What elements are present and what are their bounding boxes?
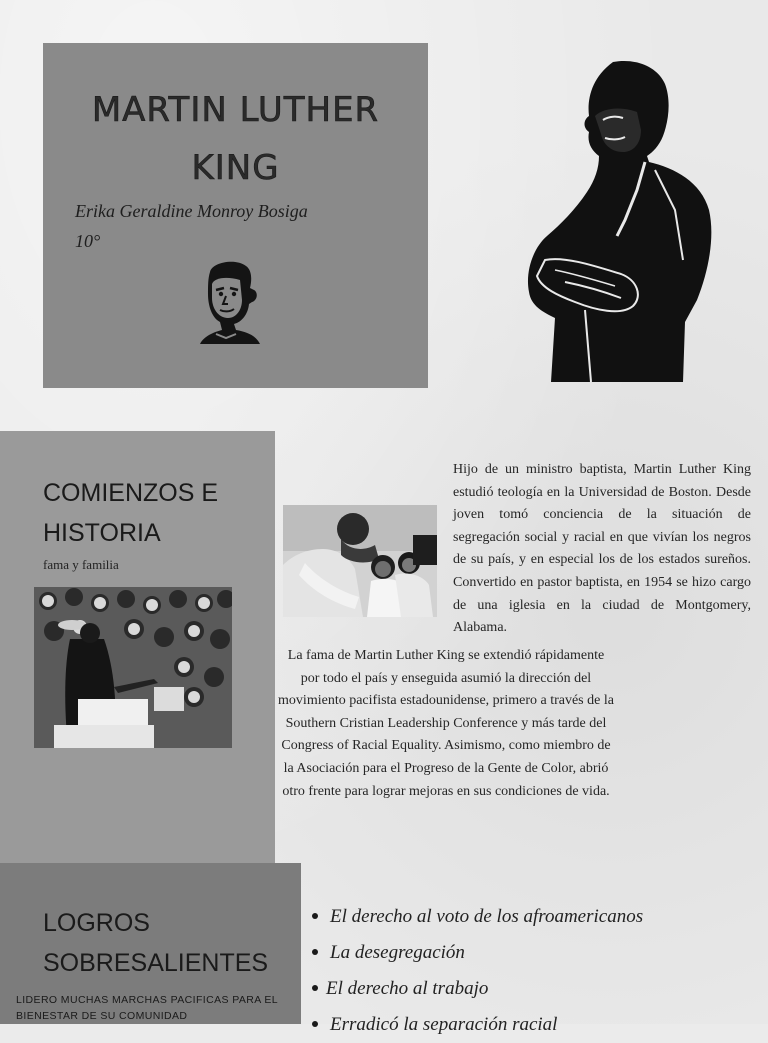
history-section-subtitle: fama y familia (43, 557, 119, 572)
cartoon-portrait-icon (196, 258, 266, 348)
martin-luther-king-silhouette (525, 60, 715, 385)
title-card (43, 43, 428, 388)
achievement-item (312, 1007, 643, 1043)
achievement-item (312, 899, 643, 935)
achievements-section-subtitle: LIDERO MUCHAS MARCHAS PACIFICAS PARA EL BIENESTAR DE SU COMUNIDAD (16, 994, 278, 1022)
achievement-text: El derecho al trabajo (326, 978, 489, 999)
bullet-icon (312, 913, 318, 919)
achievement-item (312, 935, 643, 971)
achievements-list (312, 899, 643, 1043)
achievement-text: El derecho al voto de los afroamericanos (330, 906, 644, 927)
achievement-item (312, 971, 643, 1007)
bullet-icon (312, 949, 318, 955)
history-paragraph-2: La fama de Martin Luther King se extendió rápidamente por todo el país y enseguida asumió la dirección del movimiento pacifista estadounidense, primero a través de la Southern Cristian Leadership Conference y más tarde del Congress of Racial Equality. Asimismo, como miembro de la Asociación para el Progreso de la Gente de Color, abrió otro frente para lograr mejoras en sus condiciones de vida. (278, 648, 614, 799)
page-title: MARTIN LUTHER KING (91, 90, 380, 188)
author-name: Erika Geraldine Monroy Bosiga (75, 201, 308, 221)
achievement-text: La desegregación (330, 942, 465, 963)
history-paragraph-1: Hijo de un ministro baptista, Martin Luther King estudió teología en la Universidad de Boston. Desde joven tomó conciencia de la situación de segregación social y racial en que vivían los negros de su país, y en especial los de los estados sureños. Convertido en pastor baptista, en 1954 se hizo cargo de una iglesia en la ciudad de Montgomery, Alabama. (453, 462, 751, 636)
achievement-text: Erradicó la separación racial (330, 1014, 558, 1035)
achievements-section-title: LOGROS SOBRESALIENTES (43, 909, 269, 977)
grade-label: 10° (75, 231, 101, 251)
bullet-icon (312, 985, 318, 991)
history-section-title: COMIENZOS E HISTORIA (43, 479, 219, 547)
crowd-speech-photo (34, 587, 232, 748)
family-photo (283, 505, 437, 617)
